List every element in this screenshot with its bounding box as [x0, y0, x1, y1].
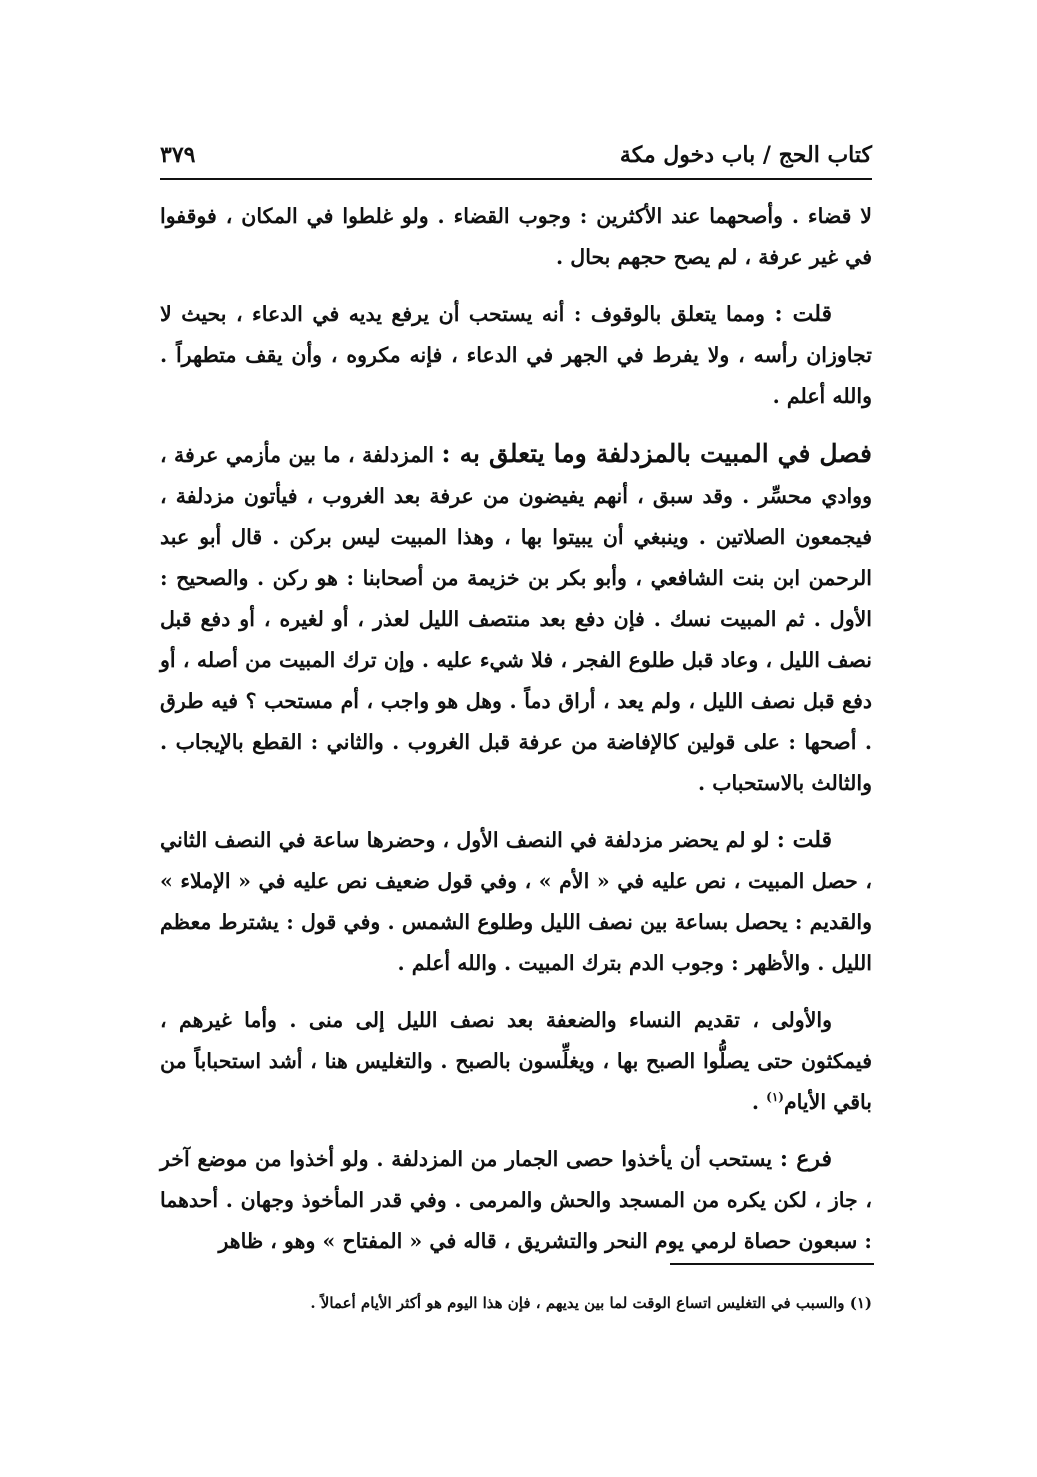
paragraph-lead: قلت :: [776, 827, 832, 853]
paragraph-lead: فرع :: [779, 1146, 832, 1172]
footnote: [160, 1290, 872, 1316]
main-text: [160, 196, 872, 1278]
chapter-title: كتاب الحج / باب دخول مكة: [619, 142, 872, 168]
footnote-reference: (١): [766, 1090, 784, 1105]
paragraph-6: [160, 1139, 872, 1262]
paragraph-text: لو لم يحضر مزدلفة في النصف الأول ، وحضرها ساعة في النصف الثاني ، حصل المبيت ، نص عليه في « الأم » ، وفي قول ضعيف نص عليه في « الإملاء » والقديم : يحصل بساعة بين نصف الليل وطلوع الشمس . وفي قول : يشترط معظم الليل . والأظهر : وجوب الدم بترك المبيت . والله أعلم .: [160, 828, 872, 975]
paragraph-text: لا قضاء . وأصحهما عند الأكثرين : وجوب القضاء . ولو غلطوا في المكان ، فوقفوا في غير عرفة ، لم يصح حجهم بحال .: [160, 204, 872, 269]
paragraph-text: يستحب أن يأخذوا حصى الجمار من المزدلفة . ولو أخذوا من موضع آخر ، جاز ، لكن يكره من المسجد والحش والمرمى . وفي قدر المأخوذ وجهان . أحدهما : سبعون حصاة لرمي يوم النحر والتشريق ، قاله في « المفتاح » وهو ، ظاهر: [160, 1147, 872, 1253]
running-header: [160, 138, 872, 180]
paragraph-text: ومما يتعلق بالوقوف : أنه يستحب أن يرفع يديه في الدعاء ، بحيث لا تجاوزان رأسه ، ولا يفرط في الجهر في الدعاء ، فإنه مكروه ، وأن يقف متطهراً . والله أعلم .: [160, 302, 872, 408]
paragraph-text: المزدلفة ، ما بين مأزمي عرفة ، ووادي محسِّر . وقد سبق ، أنهم يفيضون من عرفة بعد الغروب ، فيأتون مزدلفة ، فيجمعون الصلاتين . وينبغي أن يبيتوا بها ، وهذا المبيت ليس بركن . قال أبو عبد الرحمن ابن بنت الشافعي ، وأبو بكر بن خزيمة من أصحابنا : هو ركن . والصحيح : الأول . ثم المبيت نسك . فإن دفع بعد منتصف الليل لعذر ، أو لغيره ، أو دفع قبل نصف الليل ، وعاد قبل طلوع الفجر ، فلا شيء عليه . وإن ترك المبيت من أصله ، أو دفع قبل نصف الليل ، ولم يعد ، أراق دماً . وهل هو واجب ، أم مستحب ؟ فيه طرق . أصحها : على قولين كالإفاضة من عرفة قبل الغروب . والثاني : القطع بالإيجاب . والثالث بالاستحباب .: [160, 443, 872, 795]
page-number: ٣٧٩: [160, 142, 196, 168]
section-heading: فصل في المبيت بالمزدلفة وما يتعلق به :: [441, 439, 872, 468]
paragraph-3: [160, 433, 872, 804]
paragraph-1: [160, 196, 872, 278]
paragraph-4: [160, 820, 872, 984]
paragraph-lead: قلت :: [774, 301, 832, 327]
paragraph-text: والأولى ، تقديم النساء والضعفة بعد نصف الليل إلى منى . وأما غيرهم ، فيمكثون حتى يصلُّوا الصبح بها ، ويغلِّسون بالصبح . والتغليس هنا ، أشد استحباباً من باقي الأيام: [160, 1008, 872, 1114]
footnote-text: والسبب في التغليس اتساع الوقت لما بين يديهم ، فإن هذا اليوم هو أكثر الأيام أعمالاً .: [310, 1294, 845, 1312]
paragraph-tail: .: [751, 1090, 767, 1114]
footnote-divider: [670, 1263, 874, 1265]
paragraph-5: [160, 1000, 872, 1123]
paragraph-2: [160, 294, 872, 417]
footnote-marker: (١): [849, 1294, 872, 1312]
